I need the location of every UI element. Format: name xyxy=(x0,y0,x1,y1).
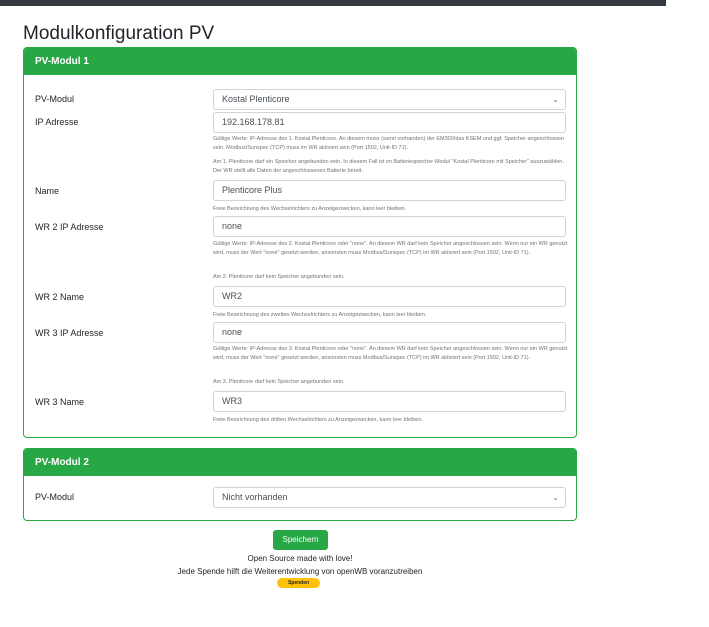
ip-address-help-storage: Am 1. Plenticore darf ein Speicher angebunden sein. In diesem Fall ist im Batteriespeicher-Modul "Kostal Plenticore mit Speicher" auszuwählen. Der WR stellt alle Daten der angeschlossenen Batterie bereit. xyxy=(213,159,564,174)
wr3-ip-input[interactable]: none xyxy=(213,322,566,343)
wr2-name-label: WR 2 Name xyxy=(35,292,85,302)
wr3-name-help: Freie Bezeichnung des dritten Wechselrichters zu Anzeigezwecken, kann leer bleiben. xyxy=(213,417,423,423)
wr2-ip-help-storage: Am 2. Plenticore darf kein Speicher angebunden sein. xyxy=(213,274,345,280)
wr2-ip-input[interactable]: none xyxy=(213,216,566,237)
page-title: Modulkonfiguration PV xyxy=(23,23,215,44)
top-navbar xyxy=(0,0,666,6)
pv-module-label: PV-Modul xyxy=(35,94,75,104)
footer-donation-text: Jede Spende hilft die Weiterentwicklung von openWB voranzutreiben xyxy=(177,567,423,576)
pv-module-1-card xyxy=(23,47,577,438)
footer-tagline: Open Source made with love! xyxy=(247,554,353,563)
pv-module-select[interactable] xyxy=(213,487,566,508)
ip-address-help: Gültige Werte: IP-Adresse des 1. Kostal Plenticore. An diesem muss (wenn vorhanden) der EM300/das KSEM und ggf. Speicher angeschlossen sein. Modbus/Sunspec (TCP) muss im WR aktiviert sein (Port 1502, Unit-ID 71). xyxy=(213,136,565,151)
save-button[interactable]: Speichern xyxy=(273,530,328,550)
wr3-name-input[interactable]: WR3 xyxy=(213,391,566,412)
donate-button[interactable]: Spenden xyxy=(277,578,320,588)
ip-address-input[interactable]: 192.168.178.81 xyxy=(213,112,566,133)
ip-address-label: IP Adresse xyxy=(35,117,79,127)
name-help: Freie Bezeichnung des Wechselrichters zu Anzeigezwecken, kann leer bleiben. xyxy=(213,206,407,212)
wr2-ip-label: WR 2 IP Adresse xyxy=(35,222,104,232)
name-input[interactable]: Plenticore Plus xyxy=(213,180,566,201)
name-label: Name xyxy=(35,186,60,196)
pv-module-2-card xyxy=(23,448,577,521)
chevron-down-icon: ⌄ xyxy=(552,493,559,502)
card-header: PV-Modul 2 xyxy=(24,449,576,476)
wr2-ip-help: Gültige Werte: IP-Adresse des 2. Kostal Plenticore oder "none". An diesem WR darf kein Speicher angeschlossen sein. Wenn nur ein WR genutzt wird, muss der Wert "none" gesetzt werden, ansonsten muss Modbus/Sunspec (TCP) im WR aktiviert sein (Port 1502, Unit-ID 71). xyxy=(213,241,568,256)
card-header: PV-Modul 1 xyxy=(24,48,576,75)
wr3-ip-help: Gültige Werte: IP-Adresse des 3. Kostal Plenticore oder "none". An diesem WR darf kein Speicher angeschlossen sein. Wenn nur ein WR genutzt wird, muss der Wert "none" gesetzt werden, ansonsten muss Modbus/Sunspec (TCP) im WR aktiviert sein (Port 1502, Unit-ID 71). xyxy=(213,346,568,361)
pv-module-select-value: Kostal Plenticore xyxy=(222,94,290,104)
pv-module-label: PV-Modul xyxy=(35,492,75,502)
wr3-ip-label: WR 3 IP Adresse xyxy=(35,328,104,338)
chevron-down-icon: ⌄ xyxy=(552,95,559,104)
wr2-name-input[interactable]: WR2 xyxy=(213,286,566,307)
pv-module-select[interactable] xyxy=(213,89,566,110)
wr3-ip-help-storage: Am 3. Plenticore darf kein Speicher angebunden sein. xyxy=(213,379,345,385)
wr3-name-label: WR 3 Name xyxy=(35,397,85,407)
wr2-name-help: Freie Bezeichnung des zweiten Wechselrichters zu Anzeigezwecken, kann leer bleiben. xyxy=(213,312,427,318)
pv-module-select-value: Nicht vorhanden xyxy=(222,492,288,502)
